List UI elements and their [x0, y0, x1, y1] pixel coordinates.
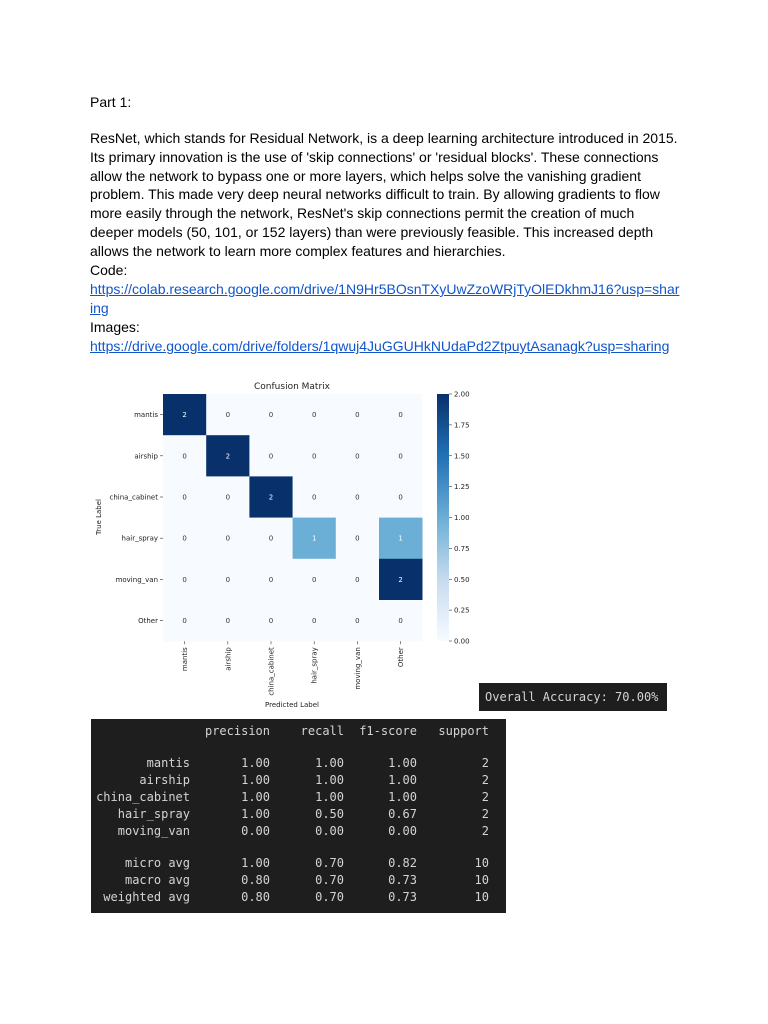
x-tick-label: Other [397, 647, 406, 668]
report-cell: 10 [474, 856, 489, 870]
matrix-cell-value: 0 [225, 534, 231, 543]
matrix-cell-value: 0 [268, 617, 274, 626]
y-tick-label: china_cabinet [109, 493, 158, 502]
report-spacer-row [91, 740, 489, 755]
colab-code-link[interactable]: https://colab.research.google.com/drive/1N9Hr5BOsnTXyUwZzoWRjTyOlEDkhmJ16?usp=sharing [90, 281, 680, 316]
report-cell: 1.00 [388, 790, 417, 804]
matrix-cell-value: 2 [268, 493, 274, 502]
matrix-cell-value: 0 [355, 411, 360, 420]
report-cell: 0.00 [388, 824, 417, 838]
matrix-cell-value: 0 [311, 452, 317, 461]
report-cell: 0.70 [315, 890, 344, 904]
matrix-cell-value: 0 [355, 452, 360, 461]
report-cell: 0.00 [315, 824, 344, 838]
report-class-row [91, 823, 489, 840]
report-row-label: china_cabinet [96, 790, 190, 804]
colorbar-tick-label: 0.00 [454, 637, 470, 646]
report-cell: 0.82 [388, 856, 417, 870]
report-header-row [91, 723, 489, 740]
report-cell: 1.00 [241, 773, 270, 787]
y-tick-label: moving_van [115, 575, 158, 584]
matrix-cell-value: 1 [398, 534, 403, 543]
matrix-cell-value: 0 [182, 452, 187, 461]
report-cell: 1.00 [241, 756, 270, 770]
report-average-row [91, 872, 489, 889]
code-link-line [90, 280, 680, 318]
colorbar [437, 394, 449, 641]
x-tick-label: china_cabinet [267, 647, 276, 696]
resnet-description: ResNet, which stands for Residual Network, is a deep learning architecture introduced in 2015. Its primary innovation is the use of 'skip connections' or 'residual blocks'. These connections allow the network to bypass one or more layers, which helps solve the vanishing gradient problem. This made very deep neural networks difficult to train. By allowing gradients to flow more easily through the network, ResNet's skip connections permit the creation of much deeper models (50, 101, or 152 layers) than were previously feasible. This increased depth allows the network to learn more complex features and hierarchies. [90, 130, 678, 259]
matrix-cell-value: 0 [225, 617, 231, 626]
matrix-cell-value: 0 [398, 411, 403, 420]
report-header-precision: precision [204, 724, 270, 738]
matrix-cell-value: 0 [182, 575, 187, 584]
x-axis-label: Predicted Label [265, 701, 319, 709]
overall-accuracy-text: Overall Accuracy: 70.00% [485, 690, 659, 704]
report-cell: 0.70 [315, 873, 344, 887]
matrix-cell-value: 0 [311, 575, 317, 584]
report-spacer [91, 840, 489, 855]
report-cell: 10 [474, 873, 489, 887]
report-cell: 0.73 [388, 873, 417, 887]
matrix-cell-value: 0 [225, 575, 231, 584]
colorbar-tick-label: 1.25 [454, 483, 470, 492]
x-tick-label: airship [224, 647, 233, 671]
matrix-cell-value: 0 [398, 617, 403, 626]
report-header-label [91, 723, 190, 740]
matrix-cell-value: 0 [311, 493, 317, 502]
y-tick-label: hair_spray [121, 534, 158, 543]
colorbar-tick-label: 1.50 [454, 452, 470, 461]
report-row-label: hair_spray [117, 807, 190, 821]
matrix-cell-value: 2 [182, 411, 187, 420]
report-cell: 2 [481, 756, 489, 770]
report-cell: 2 [481, 807, 489, 821]
report-header-f1: f1-score [359, 724, 417, 738]
colorbar-tick-label: 1.00 [454, 514, 470, 522]
report-average-row [91, 889, 489, 906]
classification-report [91, 719, 506, 913]
code-label: Code: [90, 262, 128, 278]
report-cell: 1.00 [241, 807, 270, 821]
report-cell: 1.00 [315, 773, 344, 787]
matrix-cell-value: 0 [355, 493, 360, 502]
confusion-matrix-chart [88, 374, 488, 714]
report-cell: 1.00 [241, 790, 270, 804]
report-header-recall: recall [300, 724, 344, 738]
report-cell: 0.80 [241, 873, 270, 887]
report-header-support: support [438, 724, 489, 738]
matrix-cell-value: 1 [311, 534, 317, 543]
images-label: Images: [90, 319, 140, 335]
matrix-cell-value: 0 [355, 534, 360, 543]
drive-images-link[interactable]: https://drive.google.com/drive/folders/1qwuj4JuGGUHkNUdaPd2ZtpuytAsanagk?usp=sharing [90, 338, 670, 354]
matrix-cell-value: 0 [182, 617, 187, 626]
matrix-cell-value: 0 [398, 493, 403, 502]
report-row-label: macro avg [124, 873, 190, 887]
report-class-row [91, 755, 489, 772]
accuracy-output [479, 683, 667, 711]
report-average-row [91, 855, 489, 872]
y-tick-label: mantis [134, 411, 158, 420]
colorbar-tick-label: 0.75 [454, 544, 470, 553]
report-class-row [91, 772, 489, 789]
matrix-cell-value: 0 [355, 575, 360, 584]
matrix-cell-value: 0 [182, 534, 187, 543]
report-cell: 2 [481, 824, 489, 838]
matrix-cell-value: 0 [355, 617, 360, 626]
matrix-cell-value: 0 [311, 411, 317, 420]
x-tick-label: hair_spray [310, 647, 319, 684]
report-cell: 1.00 [315, 790, 344, 804]
matrix-cell-value: 0 [268, 411, 274, 420]
report-row-label: weighted avg [103, 890, 190, 904]
x-tick-label: moving_van [353, 647, 362, 690]
report-cell: 0.80 [241, 890, 270, 904]
report-spacer [91, 740, 489, 755]
colorbar-tick-label: 1.75 [454, 421, 470, 430]
report-class-row [91, 789, 489, 806]
report-cell: 1.00 [241, 856, 270, 870]
matrix-cell-value: 0 [268, 534, 274, 543]
report-cell: 0.67 [388, 807, 417, 821]
matrix-cell-value: 0 [225, 493, 231, 502]
y-axis-label: True Label [95, 499, 103, 535]
matrix-cell-value: 0 [311, 617, 317, 626]
matrix-cell-value: 0 [268, 452, 274, 461]
report-cell: 0.70 [315, 856, 344, 870]
report-row-label: micro avg [124, 856, 190, 870]
report-row-label: moving_van [117, 824, 190, 838]
colorbar-tick-label: 2.00 [454, 390, 470, 399]
x-tick-label: mantis [181, 647, 190, 672]
report-row-label: mantis [146, 756, 190, 770]
images-link-line [90, 337, 680, 356]
report-cell: 2 [481, 773, 489, 787]
report-cell: 2 [481, 790, 489, 804]
matrix-cell-value: 0 [182, 493, 187, 502]
matrix-cell-value: 2 [398, 575, 403, 584]
report-cell: 0.73 [388, 890, 417, 904]
colorbar-tick-label: 0.25 [454, 606, 470, 615]
part-heading: Part 1: [90, 94, 132, 110]
report-cell: 1.00 [388, 756, 417, 770]
y-tick-label: Other [138, 617, 158, 626]
report-cell: 0.00 [241, 824, 270, 838]
report-cell: 1.00 [315, 756, 344, 770]
matrix-cell-value: 2 [225, 452, 231, 461]
report-cell: 1.00 [388, 773, 417, 787]
chart-title: Confusion Matrix [254, 382, 330, 392]
report-cell: 10 [474, 890, 489, 904]
report-class-row [91, 806, 489, 823]
classification-report-table [91, 723, 489, 906]
report-cell: 0.50 [315, 807, 344, 821]
y-tick-label: airship [134, 452, 158, 461]
matrix-cell-value: 0 [225, 411, 231, 420]
report-row-label: airship [139, 773, 190, 787]
matrix-cell-value: 0 [398, 452, 403, 461]
report-spacer-row [91, 840, 489, 855]
matrix-cell-value: 0 [268, 575, 274, 584]
colorbar-tick-label: 0.50 [454, 575, 470, 584]
